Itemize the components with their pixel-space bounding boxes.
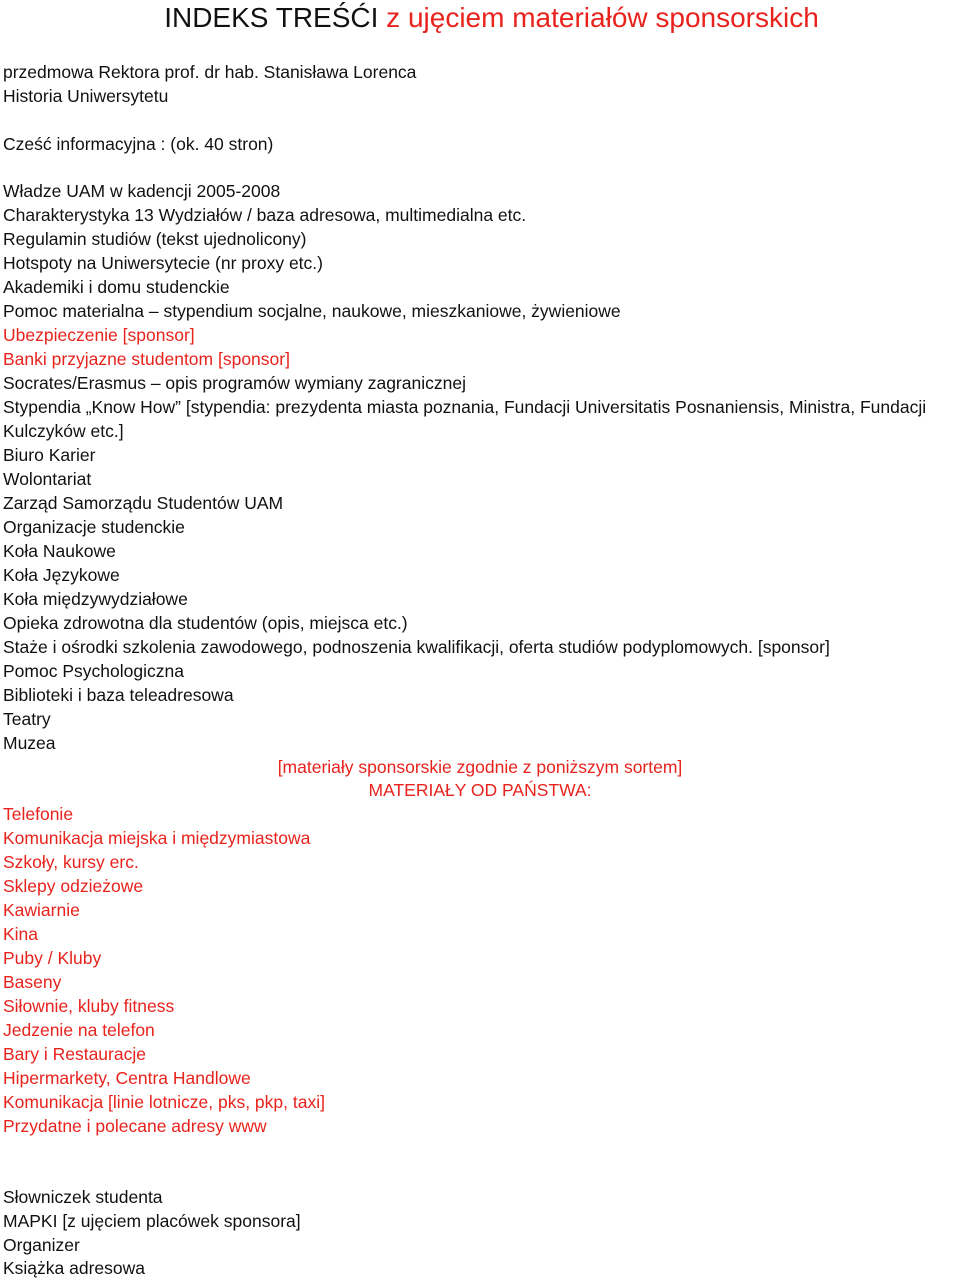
list-item: Muzea (3, 733, 56, 753)
list-item: Książka adresowa (3, 1258, 146, 1278)
list-item: Organizacje studenckie (3, 517, 185, 537)
list-item: Stypendia „Know How” [stypendia: prezydenta miasta poznania, Fundacji Universitatis Posnaniensis, Ministra, Fundacji (3, 397, 927, 417)
list-item: Socrates/Erasmus – opis programów wymiany zagranicznej (3, 373, 466, 393)
list-item: Pomoc materialna – stypendium socjalne, naukowe, mieszkaniowe, żywieniowe (3, 301, 621, 321)
list-item: Biuro Karier (3, 445, 96, 465)
list-item: Koła Językowe (3, 565, 120, 585)
list-item: Akademiki i domu studenckie (3, 277, 230, 297)
material-item: Telefonie (3, 804, 74, 824)
list-item: Staże i ośrodki szkolenia zawodowego, podnoszenia kwalifikacji, oferta studiów podyplomowych. [sponsor] (3, 637, 830, 657)
info-section-header: Cześć informacyjna : (ok. 40 stron) (3, 134, 274, 154)
list-item-history: Historia Uniwersytetu (3, 86, 169, 106)
list-item: Charakterystyka 13 Wydziałów / baza adresowa, multimedialna etc. (3, 205, 527, 225)
material-item: Przydatne i polecane adresy www (3, 1116, 267, 1136)
list-item: Słowniczek studenta (3, 1187, 163, 1207)
material-item: Hipermarkety, Centra Handlowe (3, 1068, 251, 1088)
list-item: Kulczyków etc.] (3, 421, 124, 441)
list-item: Teatry (3, 709, 51, 729)
material-item: Komunikacja [linie lotnicze, pks, pkp, taxi] (3, 1092, 325, 1112)
list-item: Biblioteki i baza teleadresowa (3, 685, 234, 705)
material-item: Siłownie, kluby fitness (3, 996, 175, 1016)
list-item: Koła Naukowe (3, 541, 116, 561)
list-item: Hotspoty na Uniwersytecie (nr proxy etc.) (3, 253, 323, 273)
material-item: Sklepy odzieżowe (3, 876, 144, 896)
sponsor-item: Ubezpieczenie [sponsor] (3, 325, 195, 345)
material-item: Kina (3, 924, 39, 944)
material-item: Bary i Restauracje (3, 1044, 146, 1064)
material-item: Kawiarnie (3, 900, 80, 920)
material-item: Szkoły, kursy erc. (3, 852, 139, 872)
material-item: Jedzenie na telefon (3, 1020, 155, 1040)
material-item: Komunikacja miejska i międzymiastowa (3, 828, 311, 848)
list-item: Zarząd Samorządu Studentów UAM (3, 493, 284, 513)
materials-header: MATERIAŁY OD PAŃSTWA: (368, 780, 592, 800)
list-item: Organizer (3, 1235, 80, 1255)
list-item: Opieka zdrowotna dla studentów (opis, miejsca etc.) (3, 613, 408, 633)
title-sponsor-part: z ujęciem materiałów sponsorskich (378, 2, 819, 33)
list-item: Regulamin studiów (tekst ujednolicony) (3, 229, 307, 249)
list-item: Władze UAM w kadencji 2005-2008 (3, 181, 281, 201)
sponsor-item: Banki przyjazne studentom [sponsor] (3, 349, 290, 369)
list-item-preface: przedmowa Rektora prof. dr hab. Stanisława Lorenca (3, 62, 417, 82)
title-main: INDEKS TREŚĆI (164, 2, 379, 33)
page-title (0, 0, 960, 36)
list-item: Pomoc Psychologiczna (3, 661, 184, 681)
material-item: Puby / Kluby (3, 948, 102, 968)
list-item: Koła międzywydziałowe (3, 589, 188, 609)
material-item: Baseny (3, 972, 62, 992)
list-item: MAPKI [z ujęciem placówek sponsora] (3, 1211, 301, 1231)
sponsor-note: [materiały sponsorskie zgodnie z poniższym sortem] (277, 757, 683, 777)
list-item: Wolontariat (3, 469, 92, 489)
